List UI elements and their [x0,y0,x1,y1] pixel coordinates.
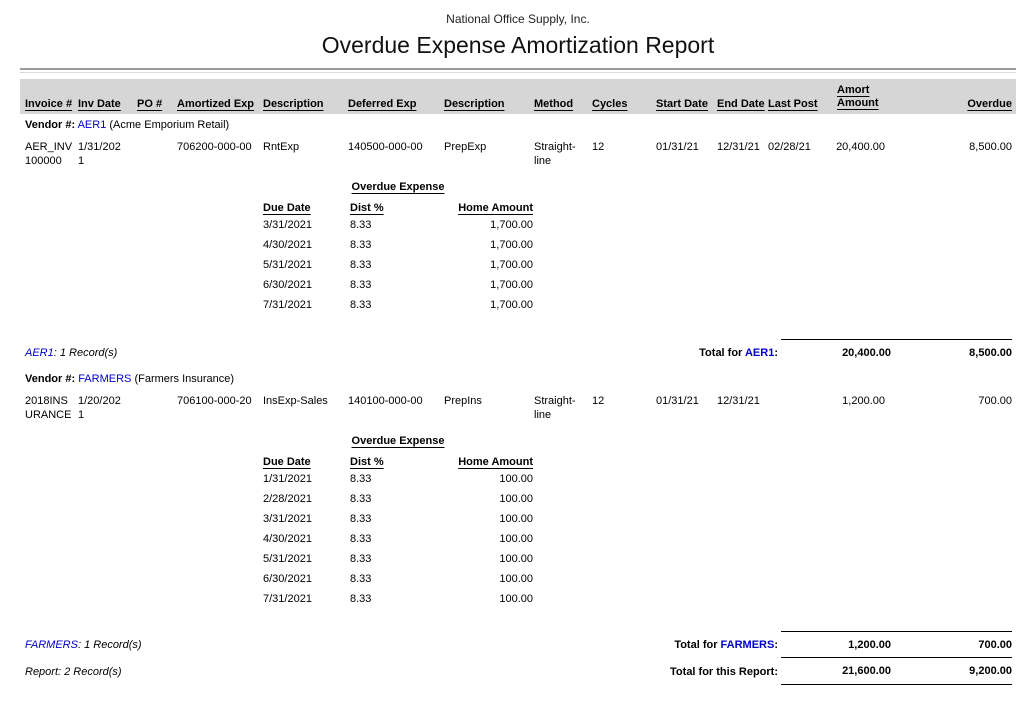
cell-invoice: AER_INV100000 [25,141,73,167]
vendor-code-link[interactable]: FARMERS [78,373,132,385]
vendor-total-amort: 20,400.00 [781,339,891,360]
schedule-row: 7/31/2021 8.33 1,700.00 [263,299,533,311]
col-inv-date: Inv Date [78,98,121,110]
col-method: Method [534,98,574,110]
schedule-row: 1/31/2021 8.33 100.00 [263,473,533,485]
schedule-row: 5/31/2021 8.33 100.00 [263,553,533,565]
cell-deferred-exp: 140500-000-00 [348,141,423,153]
subtable-header [263,455,533,469]
subtable-title: Overdue Expense [351,435,445,447]
schedule-row: 5/31/2021 8.33 1,700.00 [263,259,533,271]
col-amortized-exp: Amortized Exp [177,98,255,110]
cell-overdue: 8,500.00 [969,141,1012,153]
cell-amortized-desc: InsExp-Sales [263,395,328,407]
vendor-total-label: Total for AER1: [699,347,778,359]
subcol-due-date: Due Date [263,202,311,214]
cell-cycles: 12 [592,141,605,153]
schedule-row: 4/30/2021 8.33 1,700.00 [263,239,533,251]
schedule-row: 7/31/2021 8.33 100.00 [263,593,533,605]
vendor-label: Vendor #: [25,373,76,385]
cell-inv-date: 1/20/2021 [78,395,121,421]
schedule-row: 4/30/2021 8.33 100.00 [263,533,533,545]
report-total-label: Total for this Report: [670,666,778,678]
cell-end-date: 12/31/21 [717,141,760,153]
cell-amortized-exp: 706200-000-00 [177,141,252,153]
overdue-expense-subtable [263,434,533,609]
report-total-amort: 21,600.00 [781,657,891,685]
vendor-total-label: Total for FARMERS: [674,639,778,651]
cell-inv-date: 1/31/2021 [78,141,121,167]
vendor-total-amort: 1,200.00 [781,631,891,652]
cell-amortized-exp: 706100-000-20 [177,395,252,407]
page-title: Overdue Expense Amortization Report [321,32,715,58]
cell-amort-amount: 1,200.00 [842,395,885,407]
col-po: PO # [137,98,163,110]
cell-method: Straight-line [534,395,576,421]
col-cycles: Cycles [592,98,628,110]
subtable-header [263,201,533,215]
col-overdue: Overdue [967,98,1012,110]
report-total-row [20,657,1016,685]
vendor-name: (Acme Emporium Retail) [109,119,230,131]
overdue-expense-subtable [263,180,533,315]
col-description-1: Description [263,98,324,110]
subcol-due-date: Due Date [263,456,311,468]
invoice-row [20,140,1016,168]
col-description-2: Description [444,98,505,110]
col-invoice: Invoice # [25,98,73,110]
vendor-total-overdue: 8,500.00 [891,339,1012,360]
invoice-row [20,394,1016,422]
vendor-label: Vendor #: [25,119,76,131]
col-start-date: Start Date [656,98,708,110]
cell-method: Straight-line [534,141,576,167]
cell-last-post: 02/28/21 [768,141,811,153]
vendor-record-count: AER1: 1 Record(s) [25,347,118,359]
cell-cycles: 12 [592,395,605,407]
subcol-dist-pct: Dist % [350,202,384,214]
cell-start-date: 01/31/21 [656,141,699,153]
col-end-date: End Date [717,98,765,110]
report-record-count: Report: 2 Record(s) [25,666,122,678]
vendor-header-aer1 [20,118,1016,132]
col-deferred-exp: Deferred Exp [348,98,417,110]
column-header-band [20,79,1016,114]
cell-amortized-desc: RntExp [263,141,300,153]
vendor-code-link[interactable]: AER1 [77,119,107,131]
schedule-row: 3/31/2021 8.33 100.00 [263,513,533,525]
schedule-row: 2/28/2021 8.33 100.00 [263,493,533,505]
cell-deferred-desc: PrepIns [444,395,482,407]
cell-overdue: 700.00 [978,395,1012,407]
vendor-name: (Farmers Insurance) [134,373,235,385]
schedule-row: 6/30/2021 8.33 100.00 [263,573,533,585]
vendor-total-row-aer1 [20,339,1016,360]
cell-deferred-desc: PrepExp [444,141,487,153]
subtable-title: Overdue Expense [351,181,445,193]
subcol-home-amount: Home Amount [458,456,533,468]
vendor-header-farmers [20,372,1016,386]
col-last-post: Last Post [768,98,818,110]
cell-amort-amount: 20,400.00 [836,141,885,153]
cell-invoice: 2018INSURANCE [25,395,72,421]
cell-start-date: 01/31/21 [656,395,699,407]
company-name: National Office Supply, Inc. [446,12,590,26]
vendor-total-row-farmers [20,631,1016,652]
vendor-total-overdue: 700.00 [891,631,1012,652]
schedule-row: 6/30/2021 8.33 1,700.00 [263,279,533,291]
header-divider [20,68,1016,70]
subcol-dist-pct: Dist % [350,456,384,468]
col-amort-amount: Amort Amount [837,84,879,109]
subcol-home-amount: Home Amount [458,202,533,214]
schedule-row: 3/31/2021 8.33 1,700.00 [263,219,533,231]
report-total-overdue: 9,200.00 [891,657,1012,685]
cell-end-date: 12/31/21 [717,395,760,407]
cell-deferred-exp: 140100-000-00 [348,395,423,407]
header-divider-light [20,72,1016,73]
vendor-record-count: FARMERS: 1 Record(s) [25,639,142,651]
